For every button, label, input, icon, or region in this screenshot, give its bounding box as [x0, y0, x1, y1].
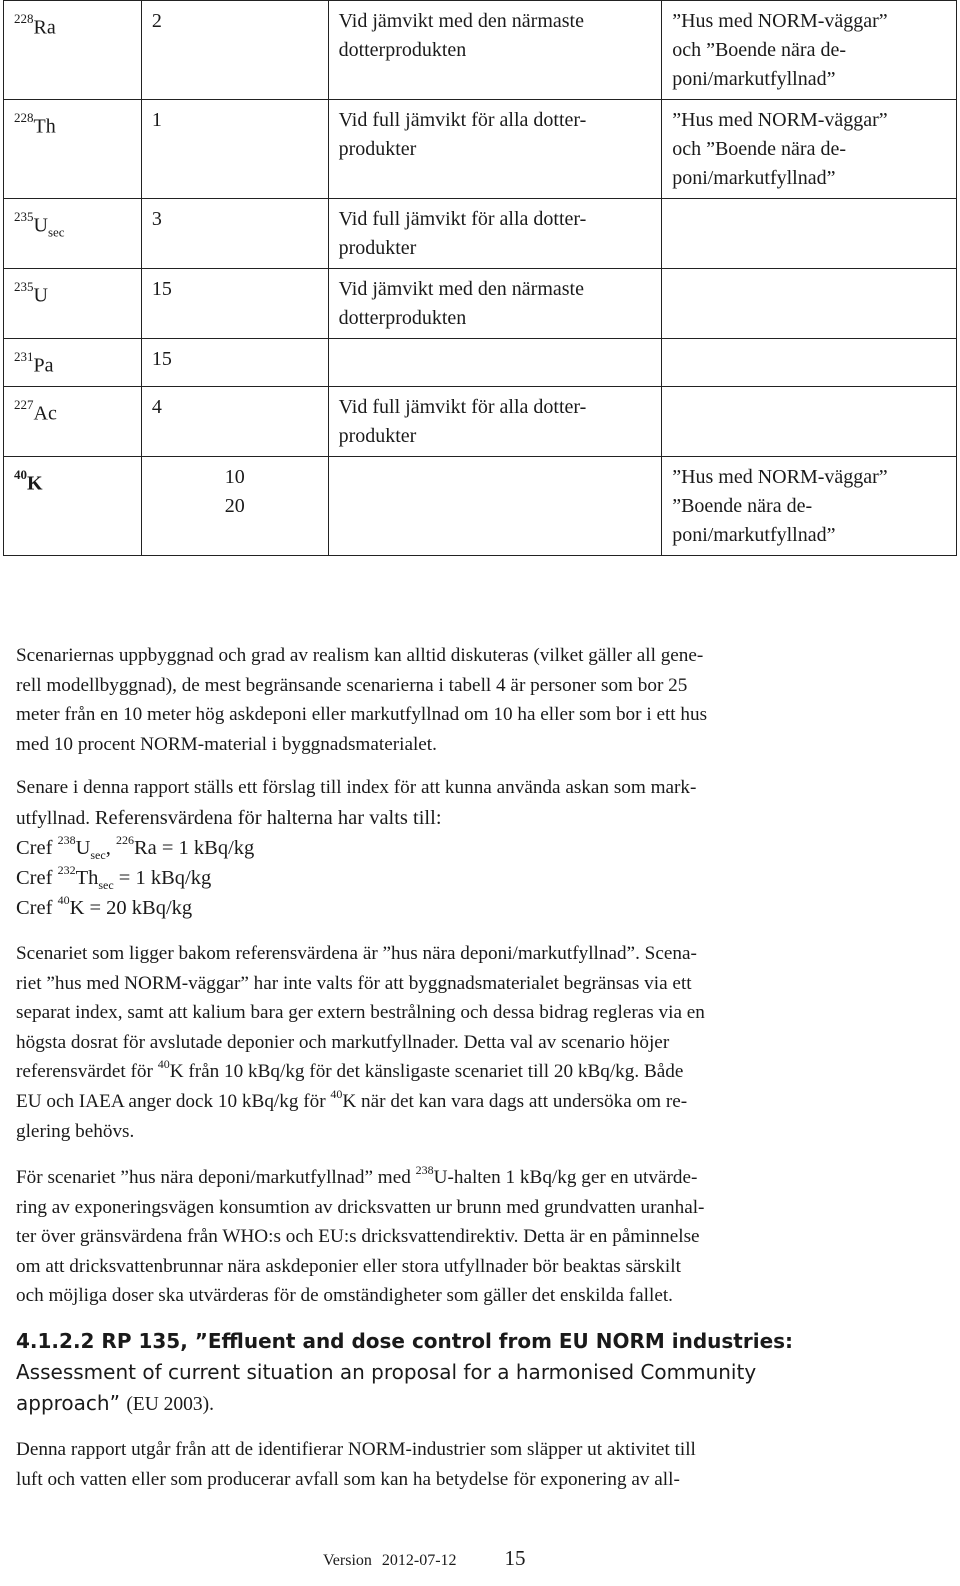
table-row [4, 199, 957, 269]
value-line: 4 [151, 395, 162, 418]
text-line: luft och vatten eller som producerar avfall som kan ha betydelse för exponering av all- [16, 1468, 680, 1490]
value-cell [141, 386, 328, 456]
scenario-line: och ”Boende nära de- [672, 138, 846, 160]
mass-number: 228 [14, 11, 34, 26]
paragraph-norm-industries [16, 1435, 946, 1494]
text-fragment: Ra = 1 kBq/kg [133, 837, 255, 860]
footer-version-label: Version [323, 1552, 372, 1569]
condition-line: dotterprodukten [338, 307, 467, 329]
condition-line: Vid full jämvikt för alla dotter- [338, 395, 587, 418]
text-line: Senare i denna rapport ställs ett förslag till index för att kunna använda askan som mark- [16, 777, 697, 798]
cref-line-u-ra [16, 833, 946, 863]
condition-cell [328, 339, 662, 387]
text-line: om att dricksvattenbrunnar nära askdeponier eller stora utfyllnader bör beaktas särskilt [16, 1255, 681, 1277]
condition-line: Vid full jämvikt för alla dotter- [338, 208, 587, 230]
element-symbol: Ac [33, 402, 57, 425]
section-heading-line [16, 1388, 946, 1420]
value-line: 1 [151, 109, 162, 131]
scenario-line: poni/markutfyllnad” [672, 68, 836, 90]
text-fragment: approach” [16, 1391, 127, 1415]
condition-line: produkter [338, 424, 417, 447]
condition-cell [328, 269, 662, 339]
text-line: Denna rapport utgår från att de identifierar NORM-industrier som släpper ut aktivitet till [16, 1439, 696, 1460]
text-line: glering behövs. [16, 1120, 135, 1142]
text-fragment: För scenariet ”hus nära deponi/markutfyllnad” med [16, 1167, 416, 1188]
text-fragment: = 1 kBq/kg [113, 867, 212, 890]
text-line [16, 803, 946, 834]
text-line: Scenariernas uppbyggnad och grad av realism kan alltid diskuteras (vilket gäller all gene- [16, 645, 704, 666]
section-heading-rp135 [16, 1326, 946, 1420]
condition-cell [328, 100, 662, 199]
scenario-line: ”Boende nära de- [672, 494, 813, 517]
value-line: 20 [224, 494, 245, 517]
nuclide-cell [4, 456, 142, 555]
element-symbol: K [27, 472, 43, 495]
mass-number: 40 [157, 1056, 170, 1071]
text-line: Scenariet som ligger bakom referensvärdena är ”hus nära deponi/markutfyllnad”. Scena- [16, 943, 697, 964]
condition-cell [328, 1, 662, 100]
section-heading-line: Assessment of current situation an proposal for a harmonised Community [16, 1360, 757, 1384]
mass-number: 228 [14, 110, 34, 125]
condition-line: Vid jämvikt med den närmaste [338, 278, 584, 300]
subscript: sec [90, 848, 106, 863]
nuclide-cell [4, 1, 142, 100]
scenario-line: ”Hus med NORM-väggar” [672, 465, 888, 488]
text-line: ring av exponeringsvägen konsumtion av dricksvatten ur brunn med grundvatten uranhal- [16, 1196, 705, 1218]
value-cell [141, 456, 328, 555]
condition-line: produkter [338, 138, 417, 160]
text-fragment: , [105, 837, 116, 860]
text-fragment: Referensvärdena för halterna har valts till: [94, 806, 442, 829]
table-row [4, 339, 957, 387]
text-fragment: U-halten 1 kBq/kg ger en utvärde- [433, 1167, 698, 1188]
text-line: riet ”hus med NORM-väggar” har inte valts för att byggnadsmaterialet begränsas via ett [16, 972, 692, 994]
value-line: 10 [224, 465, 245, 488]
text-line: och möjliga doser ska utvärderas för de omständigheter som gäller det enskilda fallet. [16, 1285, 673, 1307]
mass-number: 40 [57, 893, 70, 908]
text-fragment: Th [75, 867, 99, 890]
footer-date: 2012-07-12 [381, 1552, 457, 1569]
condition-line: produkter [338, 237, 417, 259]
nuclide-table-body [4, 1, 957, 556]
text-fragment: (EU 2003). [126, 1394, 215, 1415]
condition-line: dotterprodukten [338, 39, 467, 61]
value-cell [141, 339, 328, 387]
text-fragment: utfyllnad. [16, 807, 95, 829]
scenario-line: poni/markutfyllnad” [672, 523, 836, 546]
subscript: sec [47, 224, 65, 240]
text-fragment: Cref [16, 867, 58, 890]
scenario-line: och ”Boende nära de- [672, 39, 846, 61]
value-cell [141, 269, 328, 339]
condition-line: Vid jämvikt med den närmaste [338, 10, 584, 32]
mass-number: 231 [14, 349, 34, 364]
element-symbol: U [33, 284, 48, 307]
table-row [4, 386, 957, 456]
text-line [16, 1087, 946, 1117]
value-cell [141, 1, 328, 100]
text-line: ter över gränsvärdena från WHO:s och EU:s dricksvattendirektiv. Detta är en påminnelse [16, 1226, 700, 1248]
scenario-line: poni/markutfyllnad” [672, 167, 836, 189]
subscript: sec [98, 878, 114, 893]
page-footer [323, 1546, 526, 1571]
value-cell [141, 199, 328, 269]
scenario-cell [662, 386, 957, 456]
mass-number: 235 [14, 279, 34, 294]
mass-number: 226 [115, 833, 134, 848]
condition-line: Vid full jämvikt för alla dotter- [338, 109, 587, 131]
mass-number: 40 [14, 466, 27, 482]
section-heading-title: 4.1.2.2 RP 135, ”Effluent and dose control from EU NORM industries: [16, 1329, 794, 1353]
element-symbol: U [33, 214, 48, 237]
paragraph-drinking-water [16, 1163, 946, 1311]
text-line: separat index, samt att kalium bara ger extern bestrålning och dessa bidrag regleras via en [16, 1002, 705, 1024]
text-fragment: U [75, 837, 91, 860]
cref-line-k [16, 893, 946, 923]
scenario-cell [662, 1, 957, 100]
nuclide-cell [4, 199, 142, 269]
value-line: 2 [151, 10, 162, 32]
page-number: 15 [504, 1546, 526, 1570]
mass-number: 40 [330, 1086, 343, 1101]
mass-number: 238 [415, 1162, 434, 1177]
cref-line-th [16, 863, 946, 893]
mass-number: 227 [14, 396, 34, 412]
scenario-line: ”Hus med NORM-väggar” [672, 10, 888, 32]
nuclide-cell [4, 269, 142, 339]
text-fragment: Cref [16, 837, 58, 860]
text-fragment: referensvärdet för [16, 1061, 158, 1083]
scenario-cell [662, 339, 957, 387]
table-row [4, 269, 957, 339]
paragraph-scenarios [16, 641, 946, 759]
condition-cell [328, 456, 662, 555]
element-symbol: Ra [33, 16, 56, 39]
value-line: 15 [151, 348, 172, 370]
nuclide-cell [4, 386, 142, 456]
mass-number: 232 [57, 863, 76, 878]
scenario-cell [662, 456, 957, 555]
text-fragment: K = 20 kBq/kg [69, 897, 193, 920]
value-line: 15 [151, 278, 172, 300]
scenario-cell [662, 269, 957, 339]
scenario-cell [662, 199, 957, 269]
mass-number: 238 [57, 833, 76, 848]
condition-cell [328, 199, 662, 269]
value-cell [141, 100, 328, 199]
nuclide-table [3, 0, 957, 556]
text-line: med 10 procent NORM-material i byggnadsmaterialet. [16, 733, 437, 755]
paragraph-reference-values [16, 773, 946, 923]
table-row [4, 1, 957, 100]
text-line: rell modellbyggnad), de mest begränsande scenarierna i tabell 4 är personer som bor 25 [16, 674, 688, 696]
text-fragment: K från 10 kBq/kg för det känsligaste scenariet till 20 kBq/kg. Både [169, 1061, 684, 1083]
table-row [4, 100, 957, 199]
text-fragment: K när det kan vara dags att undersöka om re- [342, 1090, 688, 1112]
text-fragment: EU och IAEA anger dock 10 kBq/kg för [16, 1090, 331, 1112]
text-fragment: Cref [16, 897, 58, 920]
value-line: 3 [151, 208, 162, 230]
text-line: meter från en 10 meter hög askdeponi eller markutfyllnad om 10 ha eller som bor i ett hus [16, 704, 708, 726]
scenario-cell [662, 100, 957, 199]
nuclide-cell [4, 100, 142, 199]
element-symbol: Pa [33, 354, 54, 377]
element-symbol: Th [33, 115, 56, 138]
scenario-line: ”Hus med NORM-väggar” [672, 109, 888, 131]
mass-number: 235 [14, 209, 34, 224]
table-row [4, 456, 957, 555]
paragraph-scenario-choice [16, 939, 946, 1146]
nuclide-cell [4, 339, 142, 387]
text-line [16, 1057, 946, 1087]
text-line [16, 1163, 946, 1193]
text-line: högsta dosrat för avslutade deponier och markutfyllnader. Detta val av scenario höjer [16, 1031, 670, 1053]
condition-cell [328, 386, 662, 456]
